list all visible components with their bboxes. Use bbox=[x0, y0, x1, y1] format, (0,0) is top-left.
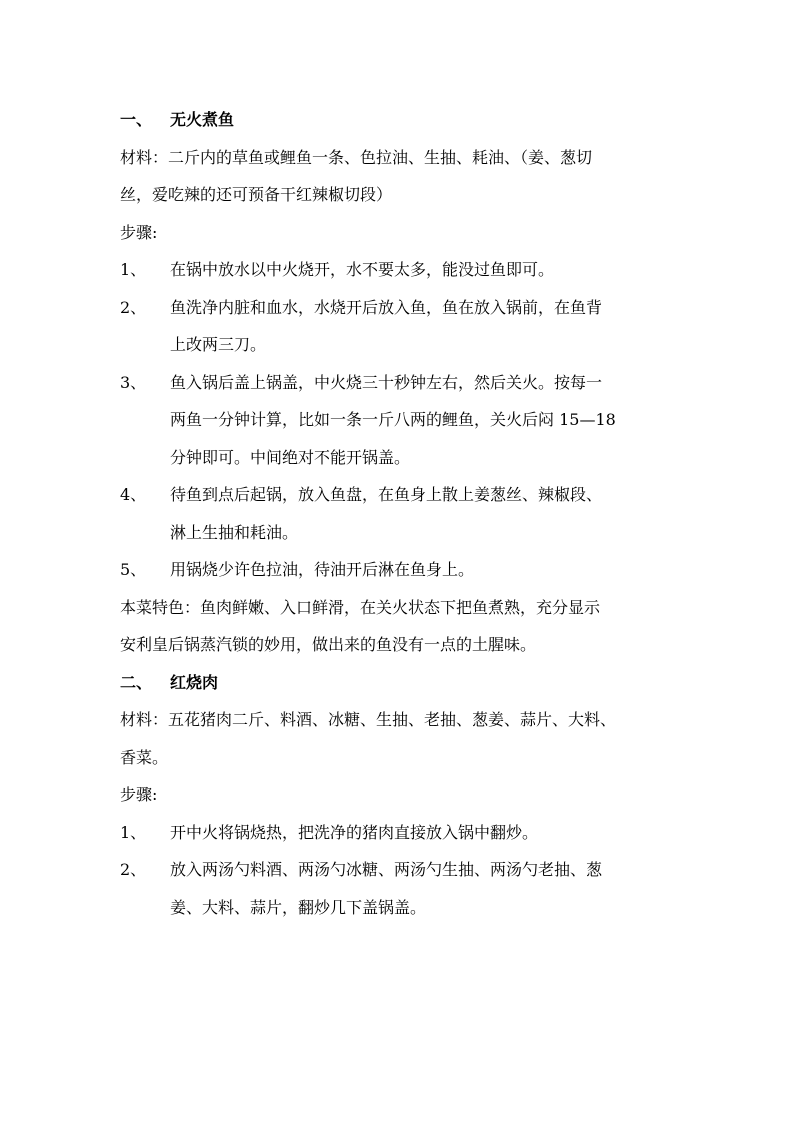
step-item bbox=[120, 551, 680, 589]
step-text bbox=[170, 364, 680, 477]
step-item bbox=[120, 364, 680, 477]
step-item bbox=[120, 289, 680, 364]
materials bbox=[120, 701, 680, 776]
step-item bbox=[120, 851, 680, 926]
step-text bbox=[170, 289, 680, 364]
materials-line: 材料：二斤内的草鱼或鲤鱼一条、色拉油、生抽、耗油、（姜、葱切 bbox=[120, 147, 593, 167]
step-line: 鱼入锅后盖上锅盖，中火烧三十秒钟左右，然后关火。按每一 bbox=[170, 372, 603, 392]
features-line: 安利皇后锅蒸汽锁的妙用，做出来的鱼没有一点的土腥味。 bbox=[120, 635, 537, 654]
features-line: 本菜特色：鱼肉鲜嫩、入口鲜滑，在关火状态下把鱼煮熟，充分显示 bbox=[120, 597, 601, 617]
recipe-number: 二、 bbox=[120, 672, 153, 692]
step-line: 待鱼到点后起锅，放入鱼盘，在鱼身上散上姜葱丝、辣椒段、 bbox=[170, 485, 603, 504]
step-number: 2、 bbox=[120, 297, 147, 317]
document-body bbox=[120, 101, 680, 926]
step-text bbox=[170, 851, 680, 926]
step-line: 姜、大料、蒜片，翻炒几下盖锅盖。 bbox=[170, 897, 427, 917]
recipe-heading bbox=[120, 664, 680, 702]
step-text bbox=[170, 476, 680, 551]
step-text bbox=[170, 551, 680, 589]
steps-label: 步骤: bbox=[120, 785, 158, 804]
step-number: 2、 bbox=[120, 860, 147, 879]
dish-features bbox=[120, 589, 680, 664]
materials-line: 香菜。 bbox=[120, 747, 169, 767]
step-item bbox=[120, 476, 680, 551]
steps-label: 步骤: bbox=[120, 222, 158, 242]
step-text bbox=[170, 814, 680, 852]
step-number: 3、 bbox=[120, 372, 147, 392]
step-line: 上改两三刀。 bbox=[170, 335, 267, 354]
step-number: 5、 bbox=[120, 560, 147, 579]
step-line: 分钟即可。中间绝对不能开锅盖。 bbox=[170, 447, 411, 467]
step-line: 鱼洗净内脏和血水，水烧开后放入鱼，鱼在放入锅前，在鱼背 bbox=[170, 297, 603, 317]
materials bbox=[120, 139, 680, 214]
step-line: 在锅中放水以中火烧开，水不要太多，能没过鱼即可。 bbox=[170, 260, 555, 279]
step-line: 淋上生抽和耗油。 bbox=[170, 522, 299, 542]
step-line: 开中火将锅烧热，把洗净的猪肉直接放入锅中翻炒。 bbox=[170, 822, 539, 842]
step-number: 1、 bbox=[120, 260, 147, 279]
materials-line: 丝，爱吃辣的还可预备干红辣椒切段） bbox=[120, 185, 393, 204]
recipe-title: 红烧肉 bbox=[170, 672, 219, 692]
step-line: 两鱼一分钟计算，比如一条一斤八两的鲤鱼，关火后闷 15—18 bbox=[170, 410, 616, 429]
step-item bbox=[120, 251, 680, 289]
step-line: 用锅烧少许色拉油，待油开后淋在鱼身上。 bbox=[170, 560, 475, 579]
step-item bbox=[120, 814, 680, 852]
recipe-number: 一、 bbox=[120, 110, 153, 129]
recipe-title: 无火煮鱼 bbox=[170, 110, 235, 129]
step-number: 4、 bbox=[120, 485, 147, 504]
step-number: 1、 bbox=[120, 822, 147, 842]
step-line: 放入两汤勺料酒、两汤勺冰糖、两汤勺生抽、两汤勺老抽、葱 bbox=[170, 860, 603, 879]
recipe-heading bbox=[120, 101, 680, 139]
step-text bbox=[170, 251, 680, 289]
materials-line: 材料：五花猪肉二斤、料酒、冰糖、生抽、老抽、葱姜、蒜片、大料、 bbox=[120, 710, 617, 729]
